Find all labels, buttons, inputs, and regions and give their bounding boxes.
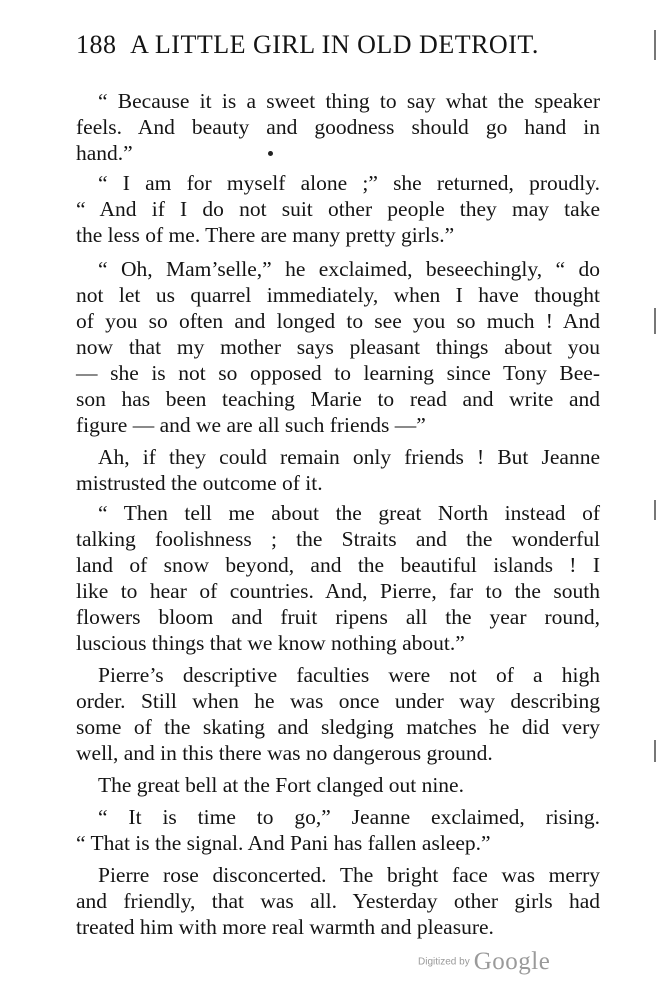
text-line: figure — and we are all such friends —” (76, 413, 426, 437)
text-line: hand.” (76, 141, 133, 165)
text-line: order. Still when he was once under way describing (76, 689, 600, 713)
text-line: like to hear of countries. And, Pierre, far to the south (76, 579, 600, 603)
page-number: 188 (76, 30, 117, 59)
text-line: now that my mother says pleasant things about you (76, 335, 600, 359)
text-line: some of the skating and sledging matches he did very (76, 715, 600, 739)
text-line: — she is not so opposed to learning since Tony Bee- (76, 361, 600, 385)
text-line: mistrusted the outcome of it. (76, 471, 323, 495)
text-line: Ah, if they could remain only friends ! But Jeanne (98, 445, 600, 469)
ink-speck (268, 151, 273, 156)
text-line: of you so often and longed to see you so much ! And (76, 309, 600, 333)
text-line: son has been teaching Marie to read and write and (76, 387, 600, 411)
text-line: “ And if I do not suit other people they may take (76, 197, 600, 221)
google-logo: Google (473, 948, 551, 975)
running-title: A LITTLE GIRL IN OLD DETROIT. (130, 30, 539, 59)
text-line: “ I am for myself alone ;” she returned, proudly. (98, 171, 600, 195)
text-line: not let us quarrel immediately, when I have thought (76, 283, 600, 307)
digitized-watermark (418, 948, 550, 976)
text-line: talking foolishness ; the Straits and the wonderful (76, 527, 600, 551)
text-line: The great bell at the Fort clanged out nine. (98, 773, 464, 797)
text-line: Pierre’s descriptive faculties were not of a high (98, 663, 600, 687)
text-line: “ Then tell me about the great North instead of (98, 501, 600, 525)
page-edge-mark (654, 500, 656, 520)
text-line: “ Because it is a sweet thing to say what the speaker (98, 89, 600, 113)
text-line: luscious things that we know nothing about.” (76, 631, 465, 655)
page-edge-mark (654, 308, 656, 334)
text-line: land of snow beyond, and the beautiful islands ! I (76, 553, 600, 577)
page-edge-mark (654, 740, 656, 762)
text-line: flowers bloom and fruit ripens all the year round, (76, 605, 600, 629)
page-edge-mark (654, 30, 656, 60)
text-line: “ Oh, Mam’selle,” he exclaimed, beseechingly, “ do (98, 257, 600, 281)
watermark-prefix: Digitized by (418, 956, 470, 968)
text-line: “ That is the signal. And Pani has fallen asleep.” (76, 831, 491, 855)
text-line: Pierre rose disconcerted. The bright face was merry (98, 863, 600, 887)
text-line: treated him with more real warmth and pleasure. (76, 915, 494, 939)
text-line: and friendly, that was all. Yesterday other girls had (76, 889, 600, 913)
text-line: the less of me. There are many pretty girls.” (76, 223, 455, 247)
text-line: well, and in this there was no dangerous ground. (76, 741, 493, 765)
text-line: feels. And beauty and goodness should go hand in (76, 115, 600, 139)
text-line: “ It is time to go,” Jeanne exclaimed, rising. (98, 805, 600, 829)
